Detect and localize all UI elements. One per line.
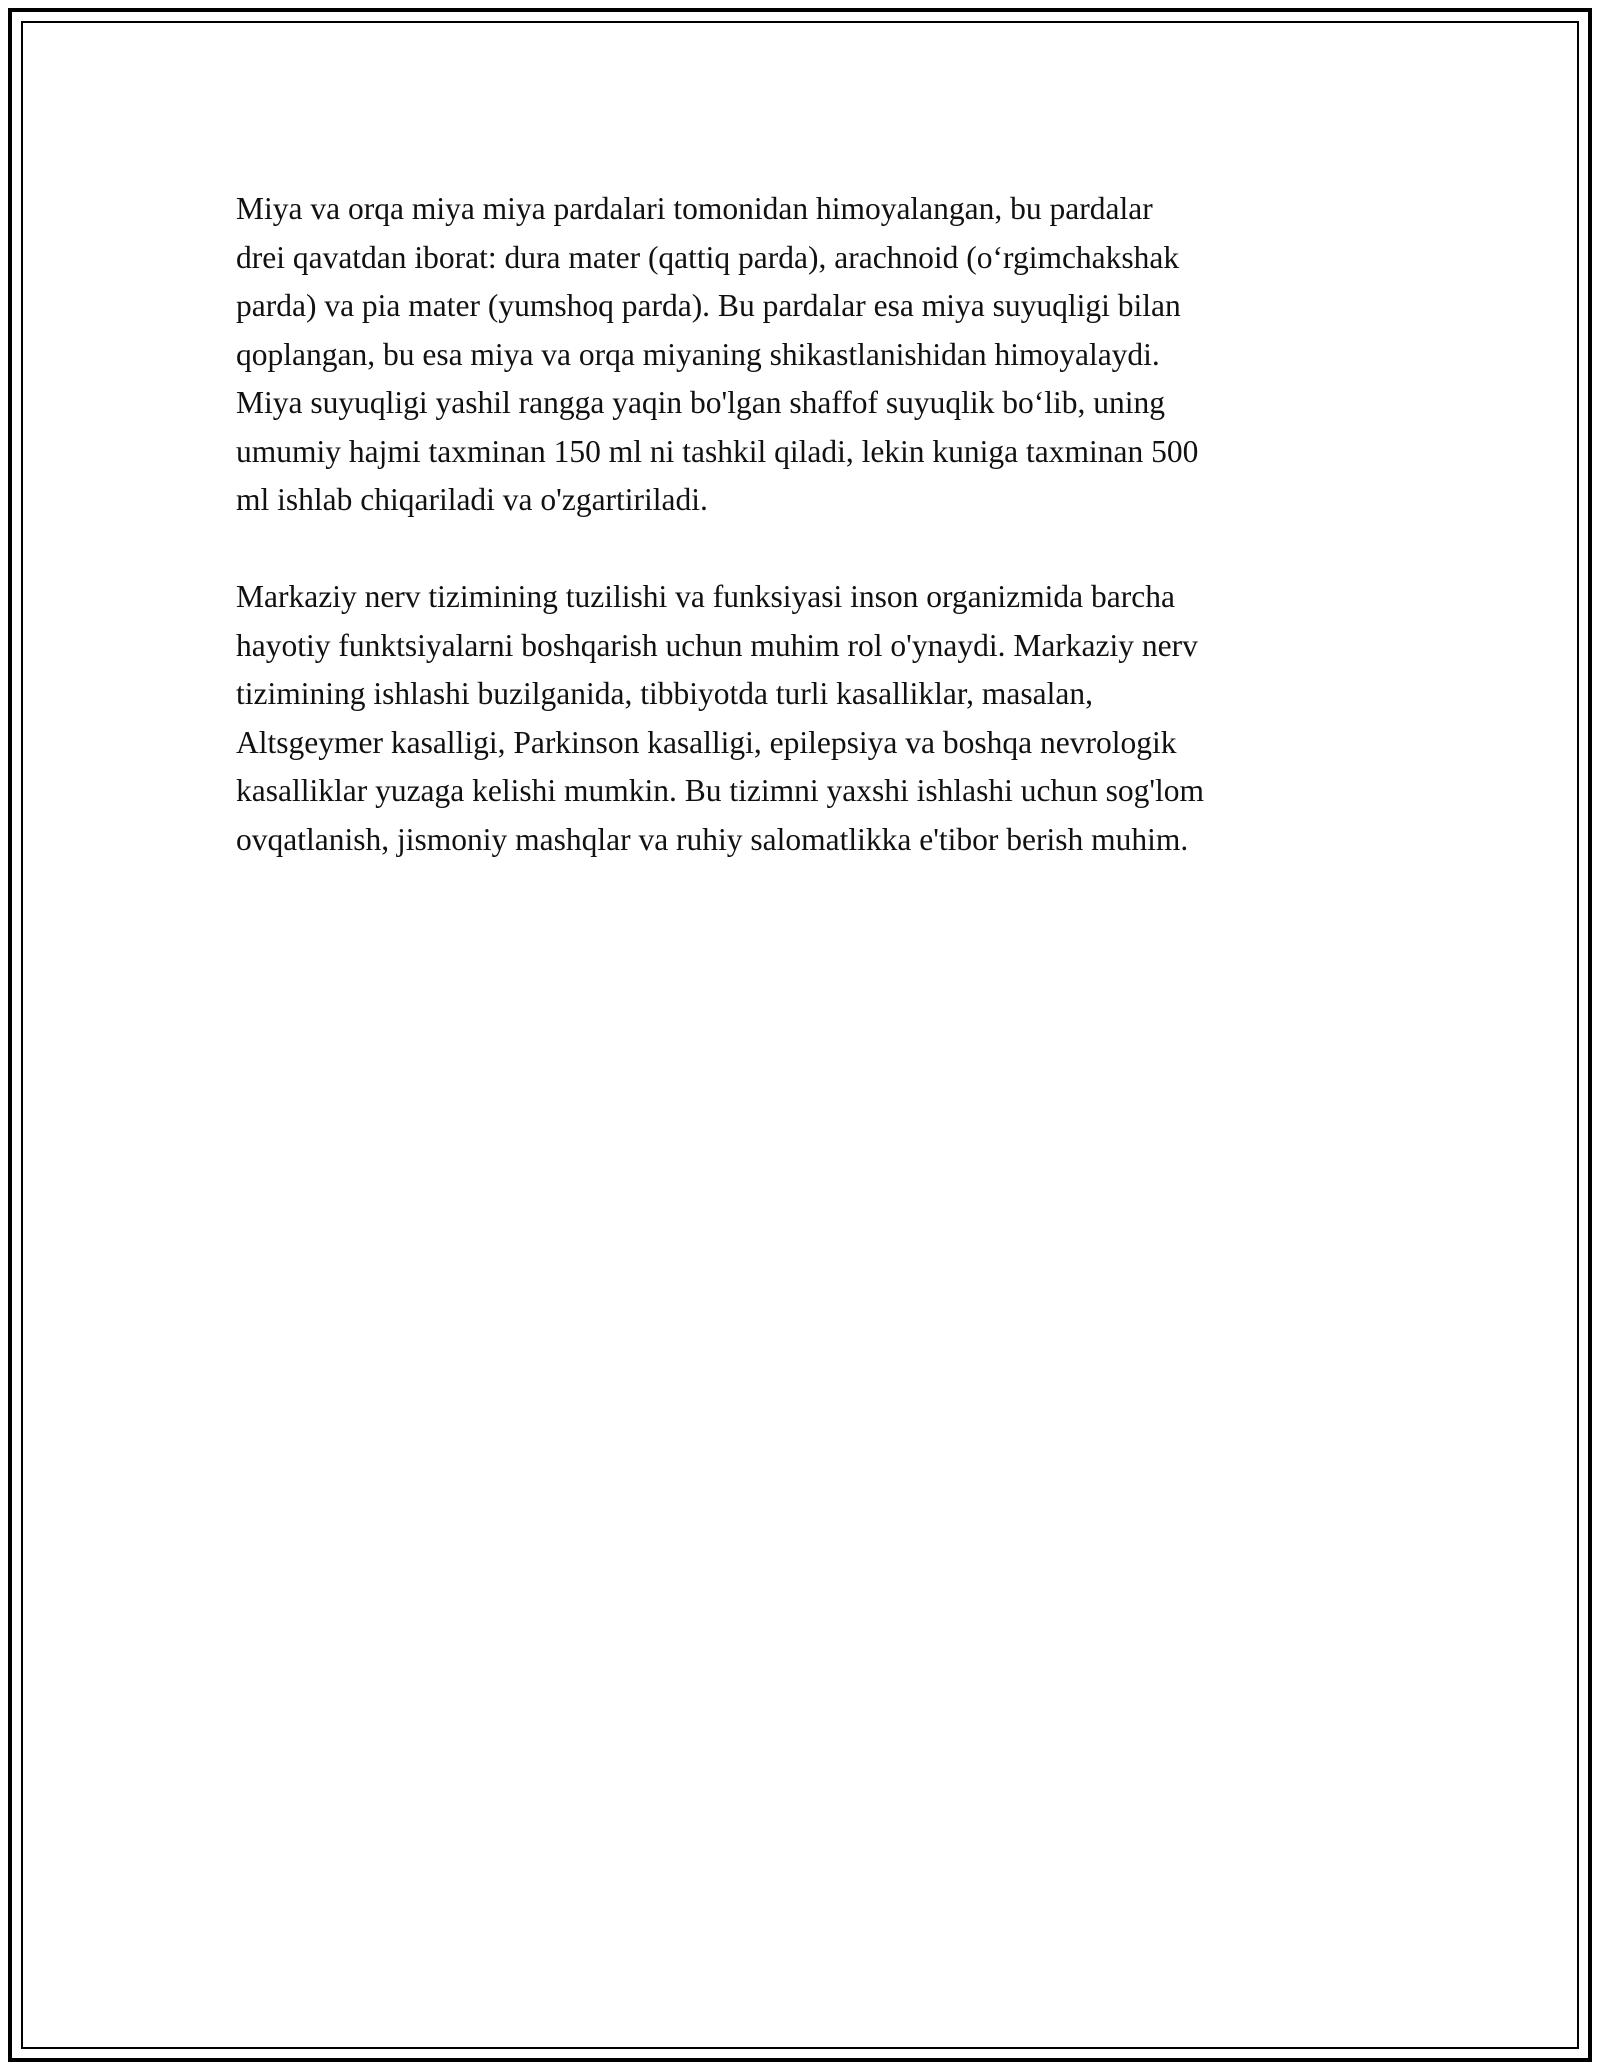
document-body	[236, 185, 1366, 864]
paragraph-meninges	[236, 185, 1366, 525]
text-line: Miya suyuqligi yashil rangga yaqin bo'lgan shaffof suyuqlik bo‘lib, uning	[236, 385, 1165, 420]
text-line: ovqatlanish, jismoniy mashqlar va ruhiy salomatlikka e'tibor berish muhim.	[236, 821, 1189, 857]
text-line: Markaziy nerv tizimining tuzilishi va funksiyasi inson organizmida barcha	[236, 579, 1175, 614]
text-line: Miya va orqa miya miya pardalari tomonidan himoyalangan, bu pardalar	[236, 191, 1153, 226]
text-line: Altsgeymer kasalligi, Parkinson kasalligi, epilepsiya va boshqa nevrologik	[236, 724, 1177, 760]
text-line: umumiy hajmi taxminan 150 ml ni tashkil qiladi, lekin kuniga taxminan 500	[236, 433, 1199, 469]
text-line: kasalliklar yuzaga kelishi mumkin. Bu tizimni yaxshi ishlashi uchun sog'lom	[236, 773, 1205, 808]
text-line: qoplangan, bu esa miya va orqa miyaning shikastlanishidan himoyalaydi.	[236, 336, 1160, 372]
paragraph-cns-function	[236, 573, 1366, 864]
text-line: ml ishlab chiqariladi va o'zgartiriladi.	[236, 482, 708, 517]
text-line: parda) va pia mater (yumshoq parda). Bu pardalar esa miya suyuqligi bilan	[236, 288, 1181, 323]
text-line: tizimining ishlashi buzilganida, tibbiyotda turli kasalliklar, masalan,	[236, 676, 1093, 711]
text-line: hayotiy funktsiyalarni boshqarish uchun muhim rol o'ynaydi. Markaziy nerv	[236, 627, 1198, 663]
text-line: drei qavatdan iborat: dura mater (qattiq parda), arachnoid (o‘rgimchakshak	[236, 239, 1180, 275]
